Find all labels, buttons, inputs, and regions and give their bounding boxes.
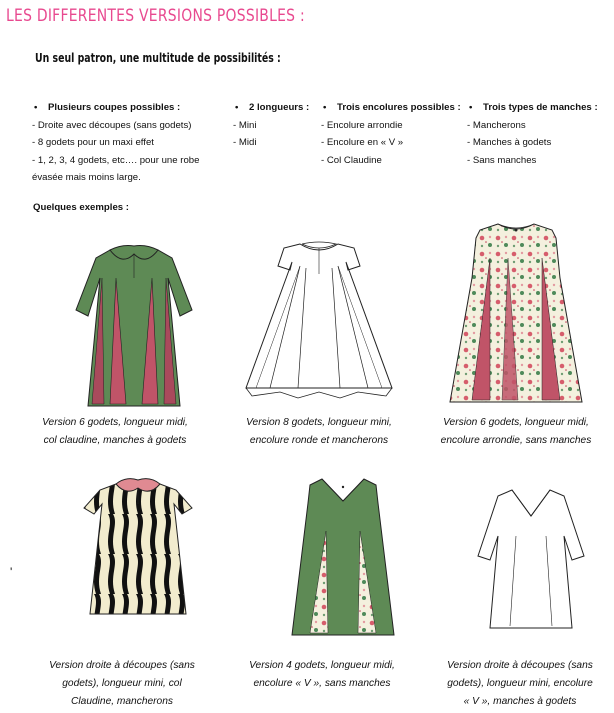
bullet-icon: • (469, 102, 473, 113)
caption-dress-2: Version 8 godets, longueur mini, encolure ronde et mancherons (246, 417, 392, 446)
stray-mark: ' (10, 565, 13, 579)
caption-dress-4: Version droite à découpes (sans godets), longueur mini, col Claudine, mancherons (49, 660, 195, 707)
list-item: - 1, 2, 3, 4 godets, etc…. pour une robe évasée mais moins large. (32, 154, 200, 183)
dress-illustration-6 (476, 486, 586, 634)
column-coupes (32, 99, 232, 187)
caption-dress-5: Version 4 godets, longueur midi, encolure « V », sans manches (249, 660, 395, 689)
list-item: - Encolure en « V » (321, 137, 404, 148)
bullet-icon: • (235, 102, 239, 113)
column-heading: • 2 longueurs : (233, 99, 323, 117)
dress-illustration-4 (78, 474, 198, 624)
column-manches (467, 99, 613, 169)
subtitle: Un seul patron, une multitude de possibilités : (35, 51, 281, 65)
bullet-icon: • (323, 102, 327, 113)
column-heading: • Plusieurs coupes possibles : (32, 99, 232, 117)
caption-dress-6: Version droite à découpes (sans godets), longueur mini, encolure « V », manches à godets (447, 660, 593, 707)
list-item: - Mini (233, 119, 257, 131)
bullet-icon: • (34, 102, 38, 113)
page-title: LES DIFFERENTES VERSIONS POSSIBLES : (6, 6, 305, 26)
dress-illustration-3 (446, 218, 586, 408)
list-item: - Col Claudine (321, 154, 382, 166)
caption-dress-3: Version 6 godets, longueur midi, encolure arrondie, sans manches (440, 417, 592, 446)
list-item: - Midi (233, 137, 257, 148)
column-heading: • Trois types de manches : (467, 99, 613, 117)
caption-dress-1: Version 6 godets, longueur midi, col claudine, manches à godets (42, 417, 188, 446)
list-item: - Sans manches (467, 154, 537, 166)
list-item: - Mancherons (467, 119, 526, 131)
dress-illustration-5 (288, 475, 398, 643)
column-encolures (321, 99, 471, 169)
list-item: - Droite avec découpes (sans godets) (32, 119, 192, 131)
examples-label: Quelques exemples : (33, 202, 129, 213)
dress-illustration-2 (240, 236, 400, 402)
list-item: - Manches à godets (467, 137, 552, 148)
dress-illustration-1 (74, 238, 194, 410)
list-item: - Encolure arrondie (321, 119, 403, 131)
column-heading: • Trois encolures possibles : (321, 99, 471, 117)
column-longueurs (233, 99, 323, 152)
list-item: - 8 godets pour un maxi effet (32, 137, 154, 148)
